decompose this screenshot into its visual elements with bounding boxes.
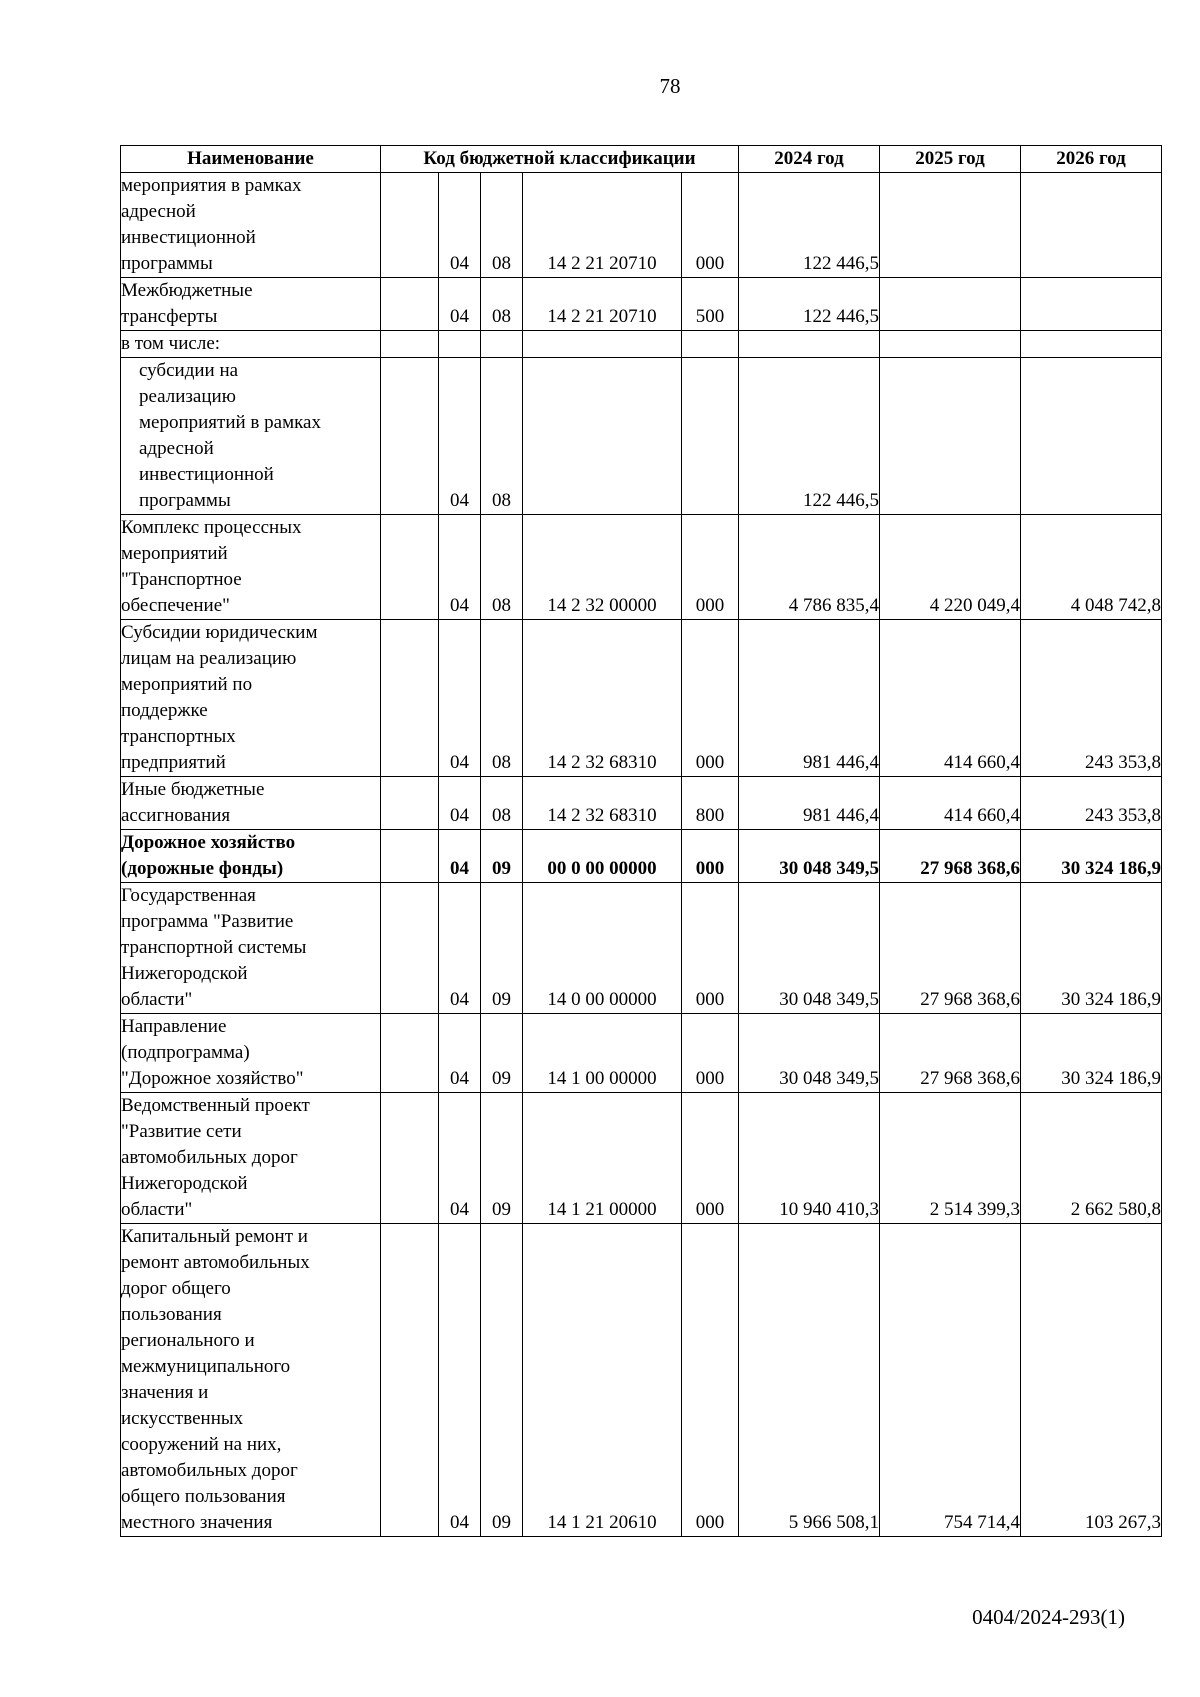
value-2026: 4 048 742,8 — [1021, 515, 1162, 620]
code-section: 04 — [439, 830, 481, 883]
code-part-1 — [381, 173, 439, 278]
table-row — [121, 620, 1162, 777]
code-section — [439, 331, 481, 358]
code-target: 14 1 21 20610 — [523, 1224, 682, 1537]
value-2025 — [880, 173, 1021, 278]
code-expense-type: 000 — [682, 883, 739, 1014]
code-expense-type: 800 — [682, 777, 739, 830]
table-row — [121, 173, 1162, 278]
code-target: 14 2 21 20710 — [523, 278, 682, 331]
code-expense-type — [682, 331, 739, 358]
row-name: Межбюджетные трансферты — [121, 278, 381, 331]
value-2026: 243 353,8 — [1021, 620, 1162, 777]
value-2024: 122 446,5 — [739, 358, 880, 515]
table-row — [121, 1224, 1162, 1537]
value-2026: 30 324 186,9 — [1021, 1014, 1162, 1093]
value-2026: 30 324 186,9 — [1021, 883, 1162, 1014]
table-row — [121, 278, 1162, 331]
code-subsection: 09 — [481, 883, 523, 1014]
code-expense-type: 000 — [682, 1014, 739, 1093]
code-subsection: 09 — [481, 1014, 523, 1093]
code-section: 04 — [439, 515, 481, 620]
table-row — [121, 358, 1162, 515]
value-2025: 2 514 399,3 — [880, 1093, 1021, 1224]
code-section: 04 — [439, 173, 481, 278]
value-2025: 27 968 368,6 — [880, 883, 1021, 1014]
code-target — [523, 331, 682, 358]
value-2025 — [880, 278, 1021, 331]
code-section: 04 — [439, 358, 481, 515]
code-subsection: 09 — [481, 1224, 523, 1537]
header-2026: 2026 год — [1021, 146, 1162, 173]
value-2025: 27 968 368,6 — [880, 830, 1021, 883]
code-section: 04 — [439, 1224, 481, 1537]
value-2025: 4 220 049,4 — [880, 515, 1021, 620]
value-2024: 981 446,4 — [739, 620, 880, 777]
row-name: Дорожное хозяйство (дорожные фонды) — [121, 830, 381, 883]
value-2024: 30 048 349,5 — [739, 883, 880, 1014]
header-2025: 2025 год — [880, 146, 1021, 173]
value-2024 — [739, 331, 880, 358]
page-number: 78 — [659, 74, 681, 98]
header-2024: 2024 год — [739, 146, 880, 173]
value-2024: 30 048 349,5 — [739, 1014, 880, 1093]
table-row — [121, 1014, 1162, 1093]
value-2026 — [1021, 173, 1162, 278]
code-expense-type: 000 — [682, 1093, 739, 1224]
table-row — [121, 331, 1162, 358]
value-2026 — [1021, 358, 1162, 515]
row-name: Направление (подпрограмма) "Дорожное хозяйство" — [121, 1014, 381, 1093]
value-2026 — [1021, 331, 1162, 358]
value-2024: 5 966 508,1 — [739, 1224, 880, 1537]
table-header-row — [121, 146, 1162, 173]
code-section: 04 — [439, 1014, 481, 1093]
row-name: Комплекс процессных мероприятий "Транспортное обеспечение" — [121, 515, 381, 620]
code-expense-type: 000 — [682, 515, 739, 620]
table-row — [121, 1093, 1162, 1224]
code-expense-type: 000 — [682, 1224, 739, 1537]
value-2026 — [1021, 278, 1162, 331]
code-expense-type: 500 — [682, 278, 739, 331]
code-part-1 — [381, 1093, 439, 1224]
code-subsection: 08 — [481, 515, 523, 620]
budget-table — [120, 145, 1162, 1537]
value-2025: 414 660,4 — [880, 777, 1021, 830]
code-expense-type: 000 — [682, 620, 739, 777]
row-name: Иные бюджетные ассигнования — [121, 777, 381, 830]
code-target: 14 0 00 00000 — [523, 883, 682, 1014]
value-2026: 243 353,8 — [1021, 777, 1162, 830]
row-name: мероприятия в рамках адресной инвестиционной программы — [121, 173, 381, 278]
code-expense-type: 000 — [682, 173, 739, 278]
document-number: 0404/2024-293(1) — [972, 1605, 1125, 1629]
code-part-1 — [381, 331, 439, 358]
value-2026: 30 324 186,9 — [1021, 830, 1162, 883]
code-expense-type — [682, 358, 739, 515]
row-name: Ведомственный проект "Развитие сети автомобильных дорог Нижегородской области" — [121, 1093, 381, 1224]
value-2026: 2 662 580,8 — [1021, 1093, 1162, 1224]
row-name: Капитальный ремонт и ремонт автомобильных дорог общего пользования регионального и межмуниципального значения и искусственных сооружений на них, автомобильных дорог общего пользования местного значения — [121, 1224, 381, 1537]
code-target: 14 2 21 20710 — [523, 173, 682, 278]
value-2024: 30 048 349,5 — [739, 830, 880, 883]
code-subsection: 08 — [481, 173, 523, 278]
table-row — [121, 883, 1162, 1014]
code-subsection — [481, 331, 523, 358]
value-2025 — [880, 331, 1021, 358]
code-part-1 — [381, 830, 439, 883]
row-name: в том числе: — [121, 331, 381, 358]
code-subsection: 08 — [481, 358, 523, 515]
code-target — [523, 358, 682, 515]
row-name: субсидии на реализацию мероприятий в рамках адресной инвестиционной программы — [121, 358, 381, 515]
value-2024: 4 786 835,4 — [739, 515, 880, 620]
code-part-1 — [381, 620, 439, 777]
header-code: Код бюджетной классификации — [381, 146, 739, 173]
code-section: 04 — [439, 278, 481, 331]
value-2024: 122 446,5 — [739, 278, 880, 331]
code-expense-type: 000 — [682, 830, 739, 883]
code-part-1 — [381, 515, 439, 620]
code-subsection: 08 — [481, 620, 523, 777]
header-name: Наименование — [121, 146, 381, 173]
code-part-1 — [381, 883, 439, 1014]
table-row — [121, 830, 1162, 883]
code-section: 04 — [439, 1093, 481, 1224]
value-2025: 414 660,4 — [880, 620, 1021, 777]
code-target: 14 2 32 68310 — [523, 620, 682, 777]
table-row — [121, 515, 1162, 620]
value-2024: 122 446,5 — [739, 173, 880, 278]
table-row — [121, 777, 1162, 830]
value-2026: 103 267,3 — [1021, 1224, 1162, 1537]
code-section: 04 — [439, 883, 481, 1014]
code-subsection: 08 — [481, 777, 523, 830]
row-name: Государственная программа "Развитие транспортной системы Нижегородской области" — [121, 883, 381, 1014]
code-subsection: 09 — [481, 1093, 523, 1224]
code-target: 00 0 00 00000 — [523, 830, 682, 883]
code-target: 14 2 32 68310 — [523, 777, 682, 830]
code-target: 14 1 21 00000 — [523, 1093, 682, 1224]
code-part-1 — [381, 777, 439, 830]
code-part-1 — [381, 1224, 439, 1537]
value-2024: 10 940 410,3 — [739, 1093, 880, 1224]
code-target: 14 1 00 00000 — [523, 1014, 682, 1093]
code-target: 14 2 32 00000 — [523, 515, 682, 620]
value-2025: 754 714,4 — [880, 1224, 1021, 1537]
code-subsection: 08 — [481, 278, 523, 331]
value-2024: 981 446,4 — [739, 777, 880, 830]
code-section: 04 — [439, 620, 481, 777]
code-part-1 — [381, 1014, 439, 1093]
code-subsection: 09 — [481, 830, 523, 883]
code-section: 04 — [439, 777, 481, 830]
code-part-1 — [381, 358, 439, 515]
value-2025: 27 968 368,6 — [880, 1014, 1021, 1093]
code-part-1 — [381, 278, 439, 331]
row-name: Субсидии юридическим лицам на реализацию мероприятий по поддержке транспортных предприятий — [121, 620, 381, 777]
value-2025 — [880, 358, 1021, 515]
